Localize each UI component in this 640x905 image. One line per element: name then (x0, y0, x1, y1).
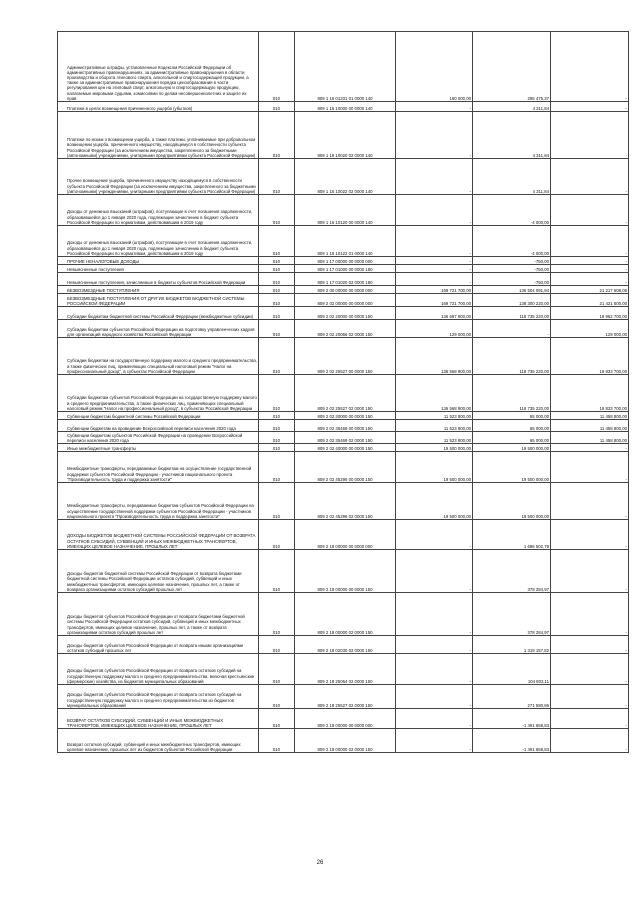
row-admin-code-cell: 010 (259, 593, 295, 636)
row-budget-code-cell: 809 2 02 20066 02 0000 150 (295, 320, 396, 338)
row-name-cell: Доходы бюджетов субъектов Российской Федерации от возврата остатков субсидий на государственную поддержку малого и среднего предпринимательства из бюджетов муниципальных образований (58, 685, 259, 709)
row-plan-amount-cell: 150 000,00 (396, 32, 473, 102)
row-remaining-amount-cell: - (551, 257, 629, 265)
table-row (58, 375, 629, 412)
row-name-cell: Административные штрафы, установленные Кодексом Российской Федерации об административных правонарушениях, за административные правонарушения в области производства и оборота этилового спирта, алкогольной и спиртосодержащей продукции, а также за административные правонарушения порядка ценообразования в части регулирования цен на этиловый спирт, алкогольную и спиртосодержащую продукцию, налагаемые мировыми судьями, комиссиями по делам несовершеннолетних и защите их прав (58, 32, 259, 102)
table-row (58, 412, 629, 420)
row-admin-code-cell: 010 (259, 32, 295, 102)
row-executed-amount-cell: 19 500 000,00 (473, 444, 551, 452)
table-row (58, 520, 629, 550)
row-executed-amount-cell: 104 803,11 (473, 654, 551, 685)
row-name-cell: Субсидии бюджетам субъектов Российской Федерации на подготовку управленческих кадров для организаций народного хозяйства Российской Федерации (58, 320, 259, 338)
table-row (58, 102, 629, 112)
row-plan-amount-cell: 129 000,00 (396, 320, 473, 338)
row-admin-code-cell: 010 (259, 375, 295, 412)
table-row (58, 432, 629, 444)
row-admin-code-cell: 010 (259, 294, 295, 307)
row-budget-code-cell: 809 2 02 20000 00 0000 150 (295, 307, 396, 320)
row-budget-code-cell: 809 1 16 01331 01 0000 140 (295, 32, 396, 102)
table-row (58, 286, 629, 294)
row-remaining-amount-cell: - (551, 195, 629, 226)
row-name-cell: Субсидии бюджетам субъектов Российской Федерации на государственную поддержку малого и среднего предпринимательства, а также физических лиц, применяющих специальный налоговый режим "Налог на профессиональный доход", в субъектах Российской Федерации (58, 375, 259, 412)
row-budget-code-cell: 809 1 16 10120 00 0000 140 (295, 195, 396, 226)
table-row (58, 257, 629, 265)
table-row (58, 444, 629, 452)
row-name-cell: Субсидии бюджетам бюджетной системы Российской Федерации (межбюджетные субсидии) (58, 307, 259, 320)
row-plan-amount-cell: 136 568 900,00 (396, 375, 473, 412)
row-executed-amount-cell: -4 000,00 (473, 195, 551, 226)
row-executed-amount-cell: 4 311,84 (473, 102, 551, 112)
row-budget-code-cell: 809 1 17 01020 02 0000 180 (295, 273, 396, 286)
row-plan-amount-cell: - (396, 593, 473, 636)
row-name-cell: Субвенции бюджетам бюджетной системы Российской Федерации (58, 412, 259, 420)
row-admin-code-cell: 010 (259, 273, 295, 286)
page-number: 26 (316, 860, 324, 866)
row-budget-code-cell: 809 2 18 00000 00 0000 000 (295, 520, 396, 550)
row-name-cell: Возврат остатков субсидий, субвенций и иных межбюджетных трансфертов, имеющих целевое назначение, прошлых лет из бюджетов субъектов Российской Федерации (58, 729, 259, 753)
row-admin-code-cell: 010 (259, 550, 295, 593)
row-remaining-amount-cell: - (551, 593, 629, 636)
table-row (58, 685, 629, 709)
row-executed-amount-cell: 136 504 091,94 (473, 286, 551, 294)
row-name-cell: Субвенции бюджетам на проведение Всероссийской переписи населения 2020 года (58, 420, 259, 432)
row-executed-amount-cell: 4 311,84 (473, 159, 551, 195)
row-remaining-amount-cell: - (551, 226, 629, 257)
table-row (58, 112, 629, 159)
row-budget-code-cell: 809 2 19 00000 00 0000 000 (295, 709, 396, 729)
row-admin-code-cell: 010 (259, 112, 295, 159)
row-remaining-amount-cell: - (551, 159, 629, 195)
table-row (58, 593, 629, 636)
row-remaining-amount-cell: - (551, 273, 629, 286)
row-plan-amount-cell: - (396, 112, 473, 159)
row-admin-code-cell: 010 (259, 195, 295, 226)
row-remaining-amount-cell: 21 217 608,06 (551, 286, 629, 294)
table-row (58, 159, 629, 195)
row-executed-amount-cell: 19 500 000,00 (473, 452, 551, 483)
row-plan-amount-cell: - (396, 636, 473, 654)
row-budget-code-cell: 809 2 02 25527 02 0000 150 (295, 375, 396, 412)
row-budget-code-cell: 809 2 19 00000 02 0000 150 (295, 729, 396, 753)
row-budget-code-cell: 809 2 18 25064 02 0000 150 (295, 654, 396, 685)
income-table-body (58, 32, 629, 753)
row-admin-code-cell: 010 (259, 307, 295, 320)
row-executed-amount-cell: 118 735 220,00 (473, 375, 551, 412)
row-remaining-amount-cell: - (551, 112, 629, 159)
row-executed-amount-cell: 378 284,97 (473, 593, 551, 636)
table-row (58, 452, 629, 483)
row-executed-amount-cell: 118 735 220,00 (473, 307, 551, 320)
row-admin-code-cell: 010 (259, 320, 295, 338)
row-remaining-amount-cell: - (551, 654, 629, 685)
row-executed-amount-cell: -4 000,00 (473, 226, 551, 257)
row-plan-amount-cell: 19 500 000,00 (396, 483, 473, 520)
row-name-cell: Прочее возмещение ущерба, причиненного имуществу находящемуся в собственности субъекта Российской Федерации (за исключением имущества, закрепленного за бюджетными (автономными) учреждениями, унитарными предприятиями субъекта Российской Федерации) (58, 159, 259, 195)
row-plan-amount-cell: 11 523 800,00 (396, 432, 473, 444)
row-plan-amount-cell: - (396, 159, 473, 195)
row-executed-amount-cell: -750,00 (473, 257, 551, 265)
table-row (58, 265, 629, 273)
row-admin-code-cell: 010 (259, 636, 295, 654)
table-row (58, 320, 629, 338)
row-remaining-amount-cell: - (551, 709, 629, 729)
row-admin-code-cell: 010 (259, 102, 295, 112)
row-name-cell: Невыясненные поступления (58, 265, 259, 273)
row-budget-code-cell: 809 2 18 00000 00 0000 150 (295, 550, 396, 593)
row-executed-amount-cell: -1 491 658,83 (473, 729, 551, 753)
row-remaining-amount-cell: - (551, 685, 629, 709)
row-plan-amount-cell: - (396, 729, 473, 753)
row-plan-amount-cell: 19 500 000,00 (396, 452, 473, 483)
table-row (58, 226, 629, 257)
row-admin-code-cell: 010 (259, 685, 295, 709)
row-budget-code-cell: 809 2 18 00000 02 0000 150 (295, 593, 396, 636)
row-budget-code-cell: 809 2 00 00000 00 0000 000 (295, 286, 396, 294)
table-row (58, 709, 629, 729)
row-admin-code-cell: 010 (259, 420, 295, 432)
row-name-cell: Субсидии бюджетам на государственную поддержку малого и среднего предпринимательства, а также физических лиц, применяющих специальный налоговый режим "Налог на профессиональный доход", в субъектах Российской Федерации (58, 338, 259, 375)
row-admin-code-cell: 010 (259, 654, 295, 685)
row-remaining-amount-cell: 129 000,00 (551, 320, 629, 338)
row-remaining-amount-cell: - (551, 452, 629, 483)
row-admin-code-cell: 010 (259, 444, 295, 452)
row-plan-amount-cell: 19 500 000,00 (396, 444, 473, 452)
row-admin-code-cell: 010 (259, 338, 295, 375)
row-remaining-amount-cell: - (551, 520, 629, 550)
row-name-cell: Межбюджетные трансферты, передаваемые бюджетам субъектов Российской Федерации на осуществление государственной поддержки субъектов Российской Федерации - участников национального проекта "Производительность труда и поддержка занятости" (58, 483, 259, 520)
row-plan-amount-cell: 136 697 900,00 (396, 307, 473, 320)
row-name-cell: Платежи по искам о возмещении ущерба, а также платежи, уплачиваемые при добровольном возмещении ущерба, причиненного имуществу, находящемуся в собственности субъекта Российской Федерации (за исключением имущества, закрепленного за бюджетными (автономными) учреждениями, унитарными предприятиями субъекта Российской Федерации) (58, 112, 259, 159)
table-row (58, 420, 629, 432)
row-budget-code-cell: 809 1 17 01000 00 0000 180 (295, 265, 396, 273)
row-remaining-amount-cell: - (551, 32, 629, 102)
row-budget-code-cell: 809 2 02 30000 00 0000 150 (295, 412, 396, 420)
row-budget-code-cell: 809 1 17 00000 00 0000 000 (295, 257, 396, 265)
row-budget-code-cell: 809 2 02 45296 02 0000 150 (295, 483, 396, 520)
row-remaining-amount-cell: 21 421 500,00 (551, 294, 629, 307)
row-executed-amount-cell: 65 000,00 (473, 432, 551, 444)
row-executed-amount-cell: 19 500 000,00 (473, 483, 551, 520)
row-admin-code-cell: 010 (259, 265, 295, 273)
row-remaining-amount-cell: - (551, 550, 629, 593)
row-plan-amount-cell: 11 523 800,00 (396, 420, 473, 432)
row-remaining-amount-cell: 19 833 700,00 (551, 375, 629, 412)
row-budget-code-cell: 809 2 02 25527 00 0000 150 (295, 338, 396, 375)
row-executed-amount-cell: 65 000,00 (473, 420, 551, 432)
row-executed-amount-cell: 271 580,86 (473, 685, 551, 709)
row-name-cell: Межбюджетные трансферты, передаваемые бюджетам на осуществление государственной поддержки субъектов Российской Федерации - участников национального проекта "Производительность труда и поддержка занятости" (58, 452, 259, 483)
row-budget-code-cell: 809 1 16 10122 01 0000 140 (295, 226, 396, 257)
row-name-cell: Иные межбюджетные трансферты (58, 444, 259, 452)
row-budget-code-cell: 809 2 02 35469 02 0000 150 (295, 432, 396, 444)
row-remaining-amount-cell: 19 962 700,00 (551, 307, 629, 320)
row-remaining-amount-cell: - (551, 265, 629, 273)
report-page (57, 31, 628, 753)
table-row (58, 550, 629, 593)
row-budget-code-cell: 809 1 16 10020 02 0000 140 (295, 112, 396, 159)
row-executed-amount-cell: - (473, 320, 551, 338)
row-remaining-amount-cell: - (551, 444, 629, 452)
table-row (58, 294, 629, 307)
row-name-cell: Доходы бюджетов субъектов Российской Федерации от возврата остатков субсидий на государственную поддержку малого и среднего предпринимательства, включая крестьянские (фермерские) хозяйства, из бюджетов муниципальных образований (58, 654, 259, 685)
row-plan-amount-cell: - (396, 654, 473, 685)
row-name-cell: Доходы бюджетов субъектов Российской Федерации от возврата бюджетами бюджетной системы Российской Федерации остатков субсидий, субвенций и иных межбюджетных трансфертов, имеющих целевое назначение, прошлых лет, а также от возврата организациями остатков субсидий прошлых лет (58, 593, 259, 636)
row-budget-code-cell: 809 2 18 02030 02 0000 150 (295, 636, 396, 654)
row-plan-amount-cell: - (396, 195, 473, 226)
row-executed-amount-cell: 138 300 220,00 (473, 294, 551, 307)
row-plan-amount-cell: - (396, 273, 473, 286)
row-budget-code-cell: 809 1 16 10000 00 0000 140 (295, 102, 396, 112)
row-plan-amount-cell: 136 568 900,00 (396, 338, 473, 375)
table-row (58, 338, 629, 375)
table-row (58, 32, 629, 102)
row-remaining-amount-cell: 11 458 800,00 (551, 420, 629, 432)
row-plan-amount-cell: 11 523 800,00 (396, 412, 473, 420)
row-remaining-amount-cell: 19 833 700,00 (551, 338, 629, 375)
row-executed-amount-cell: 65 000,00 (473, 412, 551, 420)
row-name-cell: ПРОЧИЕ НЕНАЛОГОВЫЕ ДОХОДЫ (58, 257, 259, 265)
row-plan-amount-cell: 169 721 700,00 (396, 294, 473, 307)
row-name-cell: Доходы от денежных взысканий (штрафов), поступающие в счет погашения задолженности, образовавшейся до 1 января 2020 года, подлежащие зачислению в бюджет субъекта Российской Федерации по нормативам, действовавшим в 2019 году (58, 226, 259, 257)
row-budget-code-cell: 809 2 02 45296 00 0000 150 (295, 452, 396, 483)
row-executed-amount-cell: 118 735 220,00 (473, 338, 551, 375)
row-name-cell: Невыясненные поступления, зачисляемые в бюджеты субъектов Российской Федерации (58, 273, 259, 286)
row-name-cell: БЕЗВОЗМЕЗДНЫЕ ПОСТУПЛЕНИЯ ОТ ДРУГИХ БЮДЖЕТОВ БЮДЖЕТНОЙ СИСТЕМЫ РОССИЙСКОЙ ФЕДЕРАЦИИ (58, 294, 259, 307)
row-executed-amount-cell: 378 284,97 (473, 550, 551, 593)
row-admin-code-cell: 010 (259, 257, 295, 265)
row-plan-amount-cell: - (396, 257, 473, 265)
row-executed-amount-cell: 1 696 502,79 (473, 520, 551, 550)
row-admin-code-cell: 010 (259, 432, 295, 444)
income-table (57, 31, 629, 753)
row-executed-amount-cell: 1 319 157,82 (473, 636, 551, 654)
row-name-cell: Субвенции бюджетам субъектов Российской Федерации на проведение Всероссийской переписи населения 2020 года (58, 432, 259, 444)
table-row (58, 636, 629, 654)
table-row (58, 483, 629, 520)
row-admin-code-cell: 010 (259, 520, 295, 550)
row-plan-amount-cell: - (396, 709, 473, 729)
row-admin-code-cell: 010 (259, 483, 295, 520)
row-admin-code-cell: 010 (259, 159, 295, 195)
row-name-cell: БЕЗВОЗМЕЗДНЫЕ ПОСТУПЛЕНИЯ (58, 286, 259, 294)
row-budget-code-cell: 809 2 02 40000 00 0000 150 (295, 444, 396, 452)
table-row (58, 729, 629, 753)
row-admin-code-cell: 010 (259, 452, 295, 483)
table-row (58, 195, 629, 226)
row-executed-amount-cell: -1 491 658,83 (473, 709, 551, 729)
row-executed-amount-cell: -750,00 (473, 265, 551, 273)
row-admin-code-cell: 010 (259, 729, 295, 753)
row-name-cell: ВОЗВРАТ ОСТАТКОВ СУБСИДИЙ, СУБВЕНЦИЙ И ИНЫХ МЕЖБЮДЖЕТНЫХ ТРАНСФЕРТОВ, ИМЕЮЩИХ ЦЕЛЕВОЕ НАЗНАЧЕНИЕ, ПРОШЛЫХ ЛЕТ (58, 709, 259, 729)
row-name-cell: Доходы от денежных взысканий (штрафов), поступающие в счет погашения задолженности, образовавшейся до 1 января 2020 года, подлежащие зачислению в бюджет субъекта Российской Федерации по нормативам, действовавшим в 2019 году (58, 195, 259, 226)
row-budget-code-cell: 809 2 02 00000 00 0000 000 (295, 294, 396, 307)
row-budget-code-cell: 809 2 18 25527 02 0000 150 (295, 685, 396, 709)
row-admin-code-cell: 010 (259, 226, 295, 257)
row-plan-amount-cell: - (396, 685, 473, 709)
row-remaining-amount-cell: - (551, 636, 629, 654)
row-remaining-amount-cell: - (551, 729, 629, 753)
row-name-cell: Платежи в целях возмещения причиненного ущерба (убытков) (58, 102, 259, 112)
row-remaining-amount-cell: 11 458 800,00 (551, 432, 629, 444)
row-remaining-amount-cell: - (551, 483, 629, 520)
row-name-cell: Доходы бюджетов бюджетной системы Российской Федерации от возврата бюджетами бюджетной системы Российской Федерации остатков субсидий, субвенций и иных межбюджетных трансфертов, имеющих целевое назначение, прошлых лет, а также от возврата организациями остатков субсидий прошлых лет (58, 550, 259, 593)
row-executed-amount-cell: -750,00 (473, 273, 551, 286)
row-budget-code-cell: 809 1 16 10022 02 0000 140 (295, 159, 396, 195)
row-plan-amount-cell: - (396, 265, 473, 273)
row-name-cell: ДОХОДЫ БЮДЖЕТОВ БЮДЖЕТНОЙ СИСТЕМЫ РОССИЙСКОЙ ФЕДЕРАЦИИ ОТ ВОЗВРАТА ОСТАТКОВ СУБСИДИЙ, СУБВЕНЦИЙ И ИНЫХ МЕЖБЮДЖЕТНЫХ ТРАНСФЕРТОВ, ИМЕЮЩИХ ЦЕЛЕВОЕ НАЗНАЧЕНИЕ, ПРОШЛЫХ ЛЕТ (58, 520, 259, 550)
row-plan-amount-cell: - (396, 520, 473, 550)
row-admin-code-cell: 010 (259, 412, 295, 420)
row-remaining-amount-cell: 11 458 800,00 (551, 412, 629, 420)
row-plan-amount-cell: 169 721 700,00 (396, 286, 473, 294)
row-plan-amount-cell: - (396, 226, 473, 257)
row-budget-code-cell: 809 2 02 35469 00 0000 150 (295, 420, 396, 432)
row-plan-amount-cell: - (396, 550, 473, 593)
row-admin-code-cell: 010 (259, 286, 295, 294)
row-remaining-amount-cell: - (551, 102, 629, 112)
row-executed-amount-cell: 4 311,84 (473, 112, 551, 159)
row-plan-amount-cell: - (396, 102, 473, 112)
row-executed-amount-cell: 295 475,37 (473, 32, 551, 102)
table-row (58, 273, 629, 286)
table-row (58, 307, 629, 320)
table-row (58, 654, 629, 685)
row-admin-code-cell: 010 (259, 709, 295, 729)
row-name-cell: Доходы бюджетов субъектов Российской Федерации от возврата иными организациями остатков субсидий прошлых лет (58, 636, 259, 654)
